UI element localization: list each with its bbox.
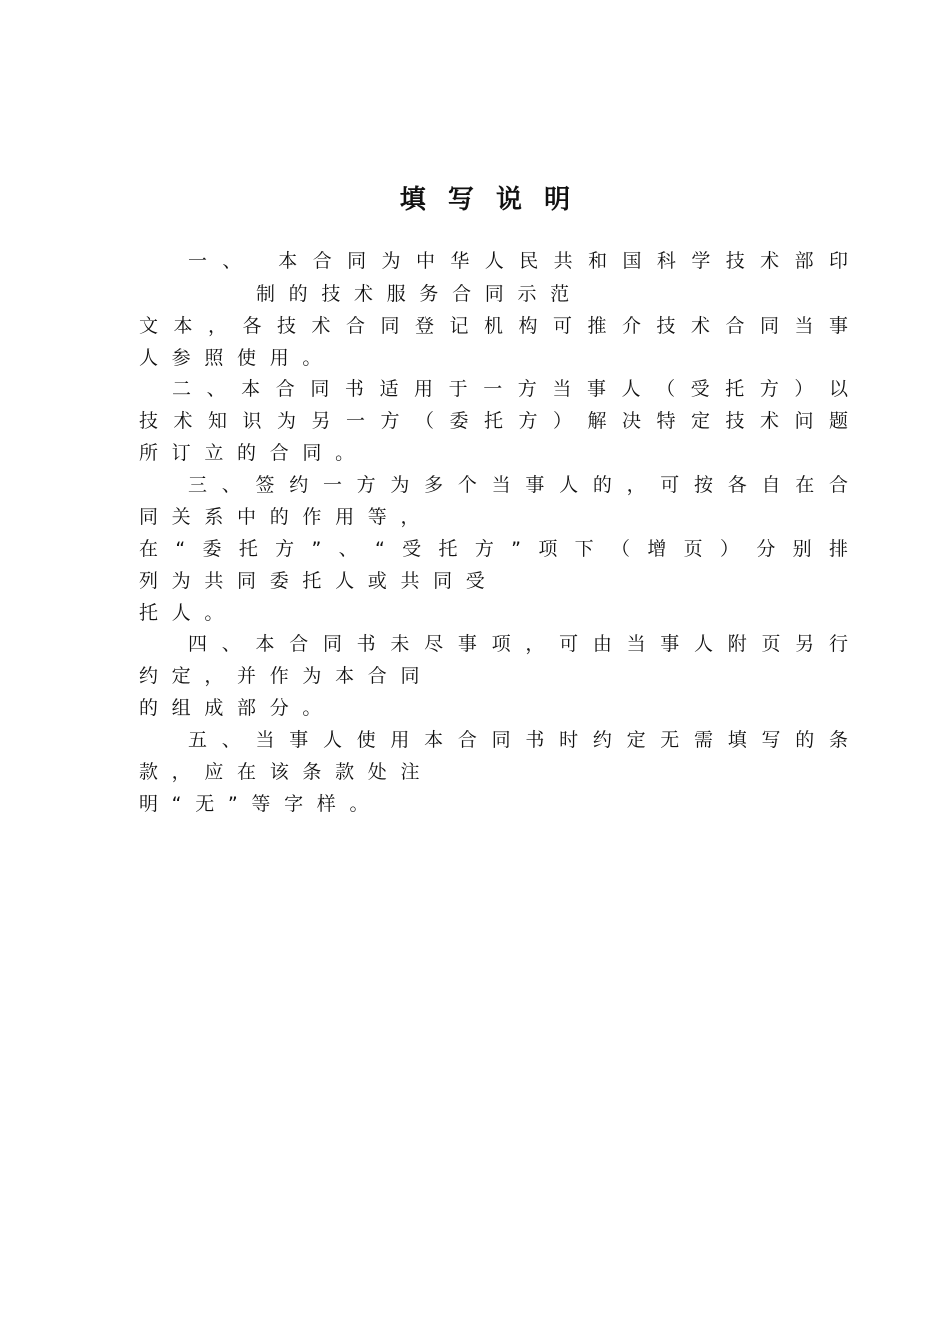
page-title: 填写说明 <box>399 185 593 215</box>
text-line: 托人。 <box>139 602 238 624</box>
text-line: 三、签约一方为多个当事人的，可按各自在合 <box>188 474 848 496</box>
text-line: 在“委托方”、“受托方”项下（增页）分别排 <box>139 538 848 560</box>
text-line: 技术知识为另一方（委托方）解决特定技术问题 <box>139 410 848 432</box>
text-line: 人参照使用。 <box>139 347 336 369</box>
text-line: 的组成部分。 <box>139 697 336 719</box>
text-line: 四、本合同书未尽事项，可由当事人附页另行 <box>188 633 848 655</box>
text-line: 明“无”等字样。 <box>139 793 383 815</box>
text-line: 一、 本合同为中华人民共和国科学技术部印 <box>188 250 848 272</box>
text-line: 五、当事人使用本合同书时约定无需填写的条 <box>188 729 848 751</box>
text-line: 约定，并作为本合同 <box>139 665 434 687</box>
text-line: 所订立的合同。 <box>139 442 368 464</box>
text-line: 款，应在该条款处注 <box>139 761 434 783</box>
text-line: 同关系中的作用等， <box>139 506 434 528</box>
text-line: 二、本合同书适用于一方当事人（受托方）以 <box>172 378 848 400</box>
text-line: 制的技术服务合同示范 <box>256 283 583 305</box>
text-line: 文本，各技术合同登记机构可推介技术合同当事 <box>139 315 848 337</box>
text-line: 列为共同委托人或共同受 <box>139 570 499 592</box>
